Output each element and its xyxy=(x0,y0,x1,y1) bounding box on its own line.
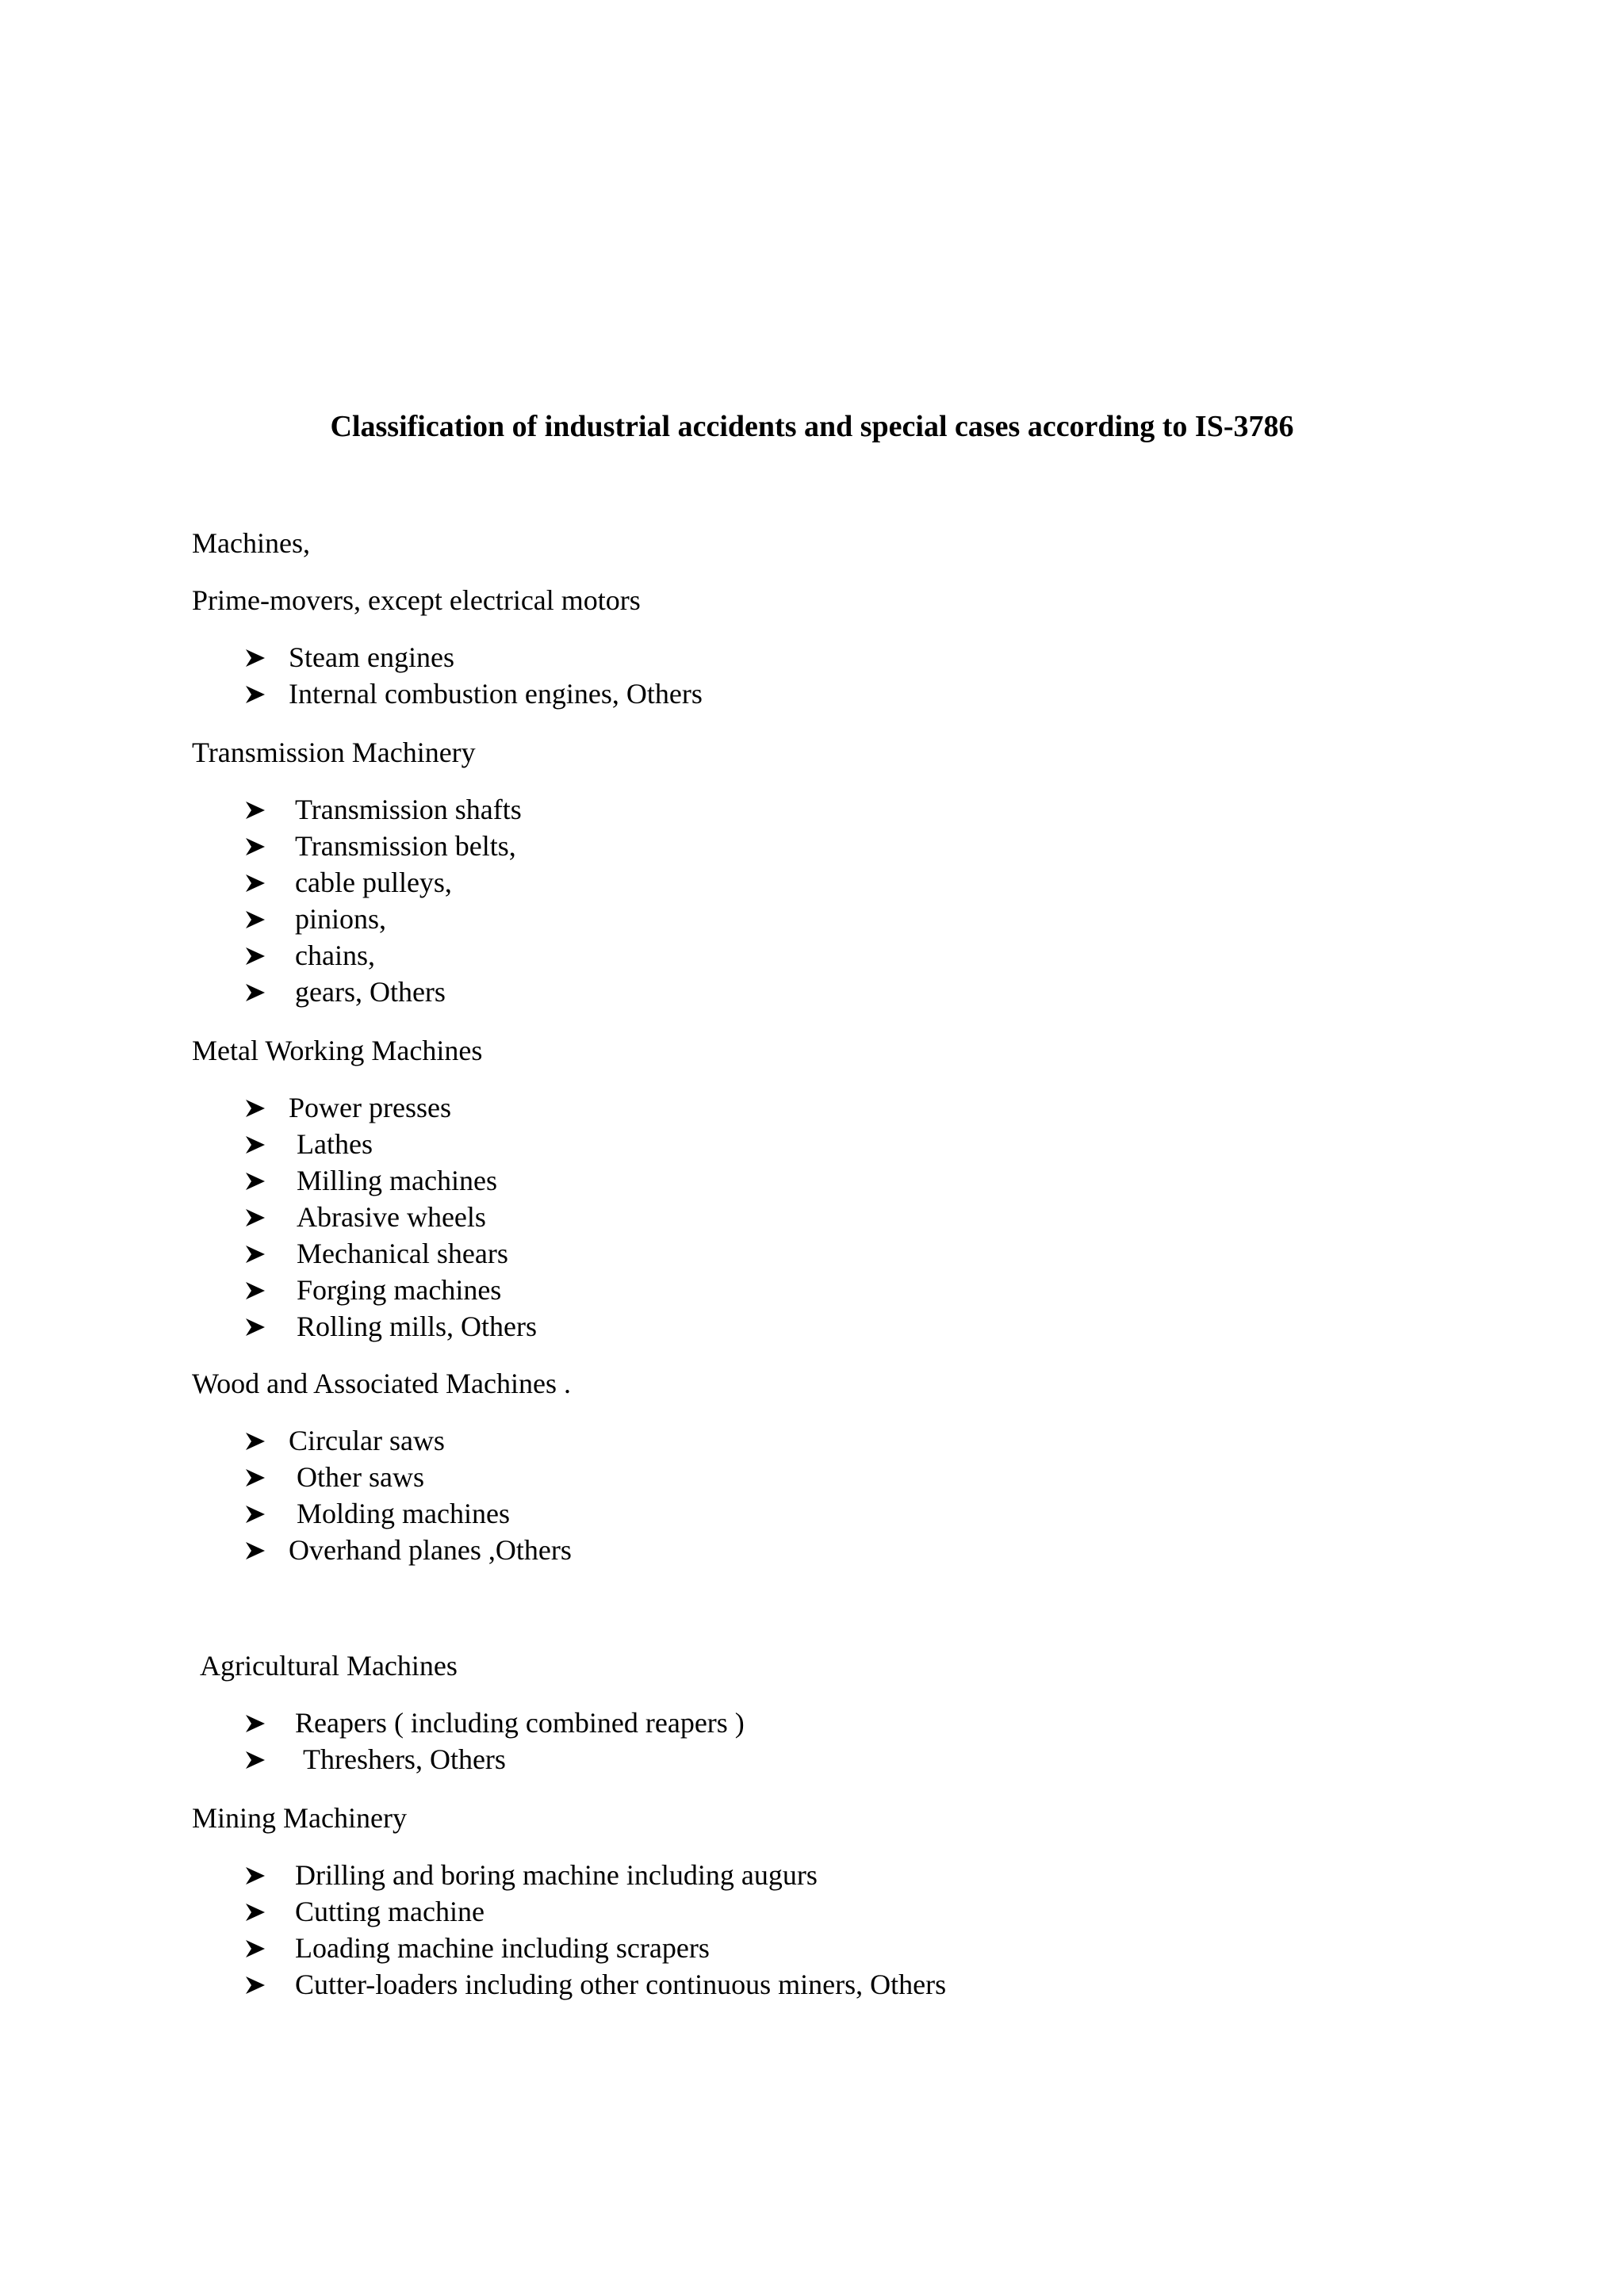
list-item-label: Lathes xyxy=(297,1128,373,1160)
list-item xyxy=(244,1162,497,1199)
list-item xyxy=(244,1495,510,1532)
section-heading: Transmission Machinery xyxy=(192,737,476,768)
list-item-label: Transmission belts, xyxy=(295,830,516,862)
section-heading: Wood and Associated Machines . xyxy=(192,1368,572,1399)
list-item-label: Threshers, Others xyxy=(303,1743,506,1775)
list-item xyxy=(244,974,446,1010)
list-item xyxy=(244,1235,508,1272)
list-item-label: Reapers ( including combined reapers ) xyxy=(295,1707,745,1739)
list-item xyxy=(244,864,452,901)
arrow-bullet-icon xyxy=(244,1468,266,1488)
list-item-label: Loading machine including scrapers xyxy=(295,1932,710,1964)
arrow-bullet-icon xyxy=(244,1244,266,1265)
list-item-label: Molding machines xyxy=(297,1498,510,1529)
list-item-label: pinions, xyxy=(295,903,387,935)
list-item-label: Milling machines xyxy=(297,1165,497,1196)
list-item-label: Forging machines xyxy=(297,1274,502,1306)
list-item xyxy=(244,1422,445,1459)
list-item-label: chains, xyxy=(295,939,375,971)
list-item xyxy=(244,901,387,937)
arrow-bullet-icon xyxy=(244,800,266,821)
section-heading: Machines, xyxy=(192,527,310,559)
arrow-bullet-icon xyxy=(244,684,266,705)
arrow-bullet-icon xyxy=(244,1713,266,1734)
arrow-bullet-icon xyxy=(244,946,266,966)
arrow-bullet-icon xyxy=(244,982,266,1003)
arrow-bullet-icon xyxy=(244,648,266,668)
list-item xyxy=(244,1089,451,1126)
list-item xyxy=(244,1532,572,1568)
list-item xyxy=(244,675,703,712)
section-heading: Mining Machinery xyxy=(192,1802,407,1834)
arrow-bullet-icon xyxy=(244,1750,266,1770)
list-item xyxy=(244,828,516,864)
list-item-label: Transmission shafts xyxy=(295,794,522,825)
list-item xyxy=(244,1857,818,1893)
list-item xyxy=(244,1199,486,1235)
arrow-bullet-icon xyxy=(244,1207,266,1228)
list-item xyxy=(244,791,522,828)
arrow-bullet-icon xyxy=(244,1866,266,1886)
list-item xyxy=(244,1893,485,1930)
arrow-bullet-icon xyxy=(244,1431,266,1452)
list-item-label: Cutter-loaders including other continuous miners, Others xyxy=(295,1969,947,2000)
list-item xyxy=(244,1966,947,2003)
list-item-label: Other saws xyxy=(297,1461,424,1493)
list-item xyxy=(244,1459,424,1495)
list-item-label: Mechanical shears xyxy=(297,1238,508,1269)
section-heading: Prime-movers, except electrical motors xyxy=(192,584,641,616)
list-item-label: cable pulleys, xyxy=(295,867,452,898)
list-item-label: Steam engines xyxy=(289,641,454,673)
arrow-bullet-icon xyxy=(244,1504,266,1525)
arrow-bullet-icon xyxy=(244,1975,266,1996)
list-item xyxy=(244,1705,745,1741)
list-item xyxy=(244,1930,710,1966)
arrow-bullet-icon xyxy=(244,1135,266,1155)
list-item xyxy=(244,1308,538,1345)
arrow-bullet-icon xyxy=(244,1938,266,1959)
arrow-bullet-icon xyxy=(244,1171,266,1192)
arrow-bullet-icon xyxy=(244,1098,266,1119)
arrow-bullet-icon xyxy=(244,873,266,894)
list-item xyxy=(244,1126,373,1162)
list-item-label: Rolling mills, Others xyxy=(297,1311,538,1342)
list-item-label: Drilling and boring machine including augurs xyxy=(295,1859,818,1891)
list-item xyxy=(244,639,454,675)
arrow-bullet-icon xyxy=(244,909,266,930)
arrow-bullet-icon xyxy=(244,1280,266,1301)
list-item xyxy=(244,1272,502,1308)
list-item xyxy=(244,1741,506,1777)
arrow-bullet-icon xyxy=(244,1317,266,1337)
list-item-label: Overhand planes ,Others xyxy=(289,1534,572,1566)
arrow-bullet-icon xyxy=(244,1902,266,1923)
list-item xyxy=(244,937,375,974)
list-item-label: Circular saws xyxy=(289,1425,445,1456)
document-title: Classification of industrial accidents and special cases according to IS-3786 xyxy=(330,410,1294,443)
list-item-label: gears, Others xyxy=(295,976,446,1008)
arrow-bullet-icon xyxy=(244,1540,266,1561)
section-heading: Agricultural Machines xyxy=(200,1650,458,1682)
arrow-bullet-icon xyxy=(244,836,266,857)
list-item-label: Power presses xyxy=(289,1092,451,1123)
list-item-label: Internal combustion engines, Others xyxy=(289,678,703,710)
list-item-label: Cutting machine xyxy=(295,1896,485,1927)
section-heading: Metal Working Machines xyxy=(192,1035,483,1066)
list-item-label: Abrasive wheels xyxy=(297,1201,486,1233)
